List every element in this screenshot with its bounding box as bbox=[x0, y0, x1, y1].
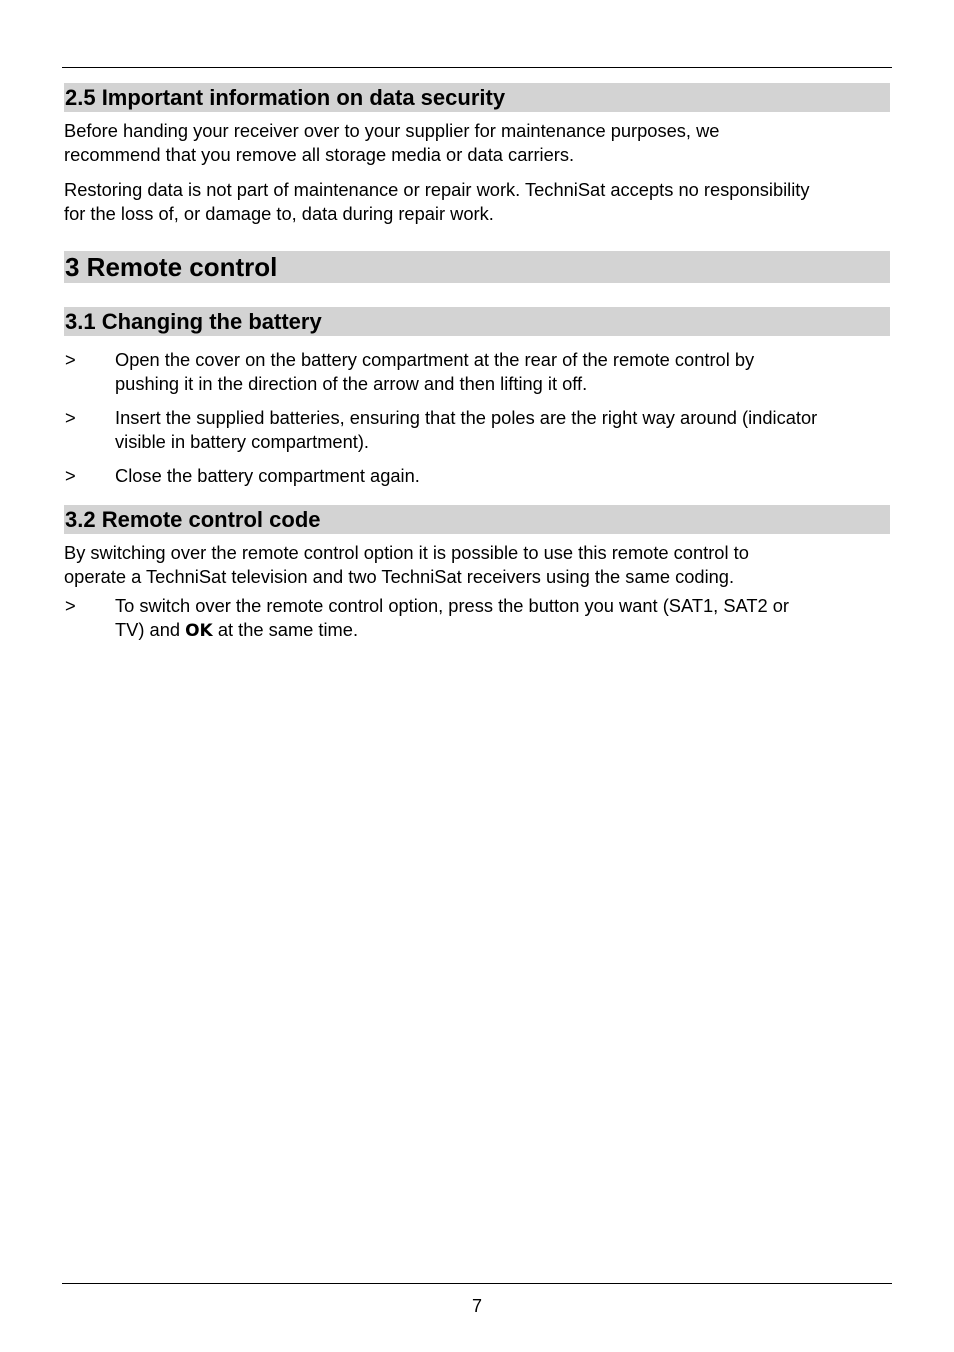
step-line: Insert the supplied batteries, ensuring that the poles are the right way around (indicator bbox=[115, 407, 818, 428]
remote-code-paragraph bbox=[64, 541, 892, 589]
step-line: visible in battery compartment). bbox=[115, 431, 370, 452]
step-marker: > bbox=[65, 465, 76, 486]
paragraph-line: By switching over the remote control option it is possible to use this remote control to bbox=[64, 542, 749, 563]
paragraph-line: operate a TechniSat television and two TechniSat receivers using the same coding. bbox=[64, 566, 735, 587]
step-line: Close the battery compartment again. bbox=[115, 465, 420, 486]
step-marker: > bbox=[65, 595, 76, 616]
data-security-paragraph-2 bbox=[64, 178, 892, 226]
section-heading-2-5: 2.5 Important information on data security bbox=[64, 83, 890, 112]
step-line: To switch over the remote control option, press the button you want (SAT1, SAT2 or bbox=[115, 595, 790, 616]
step-line: pushing it in the direction of the arrow and then lifting it off. bbox=[115, 373, 588, 394]
page-number: 7 bbox=[471, 1296, 482, 1316]
footer-rule bbox=[62, 1283, 892, 1284]
section-heading-3-1: 3.1 Changing the battery bbox=[64, 307, 890, 336]
chapter-heading-3: 3 Remote control bbox=[64, 251, 890, 283]
step-text bbox=[115, 348, 892, 396]
step-line-start: TV) and bbox=[115, 619, 186, 640]
paragraph-line: Restoring data is not part of maintenance or repair work. TechniSat accepts no responsibility bbox=[64, 179, 810, 200]
step-line: Open the cover on the battery compartment at the rear of the remote control by bbox=[115, 349, 755, 370]
step-line-end: at the same time. bbox=[212, 619, 359, 640]
step-text bbox=[115, 406, 892, 454]
step-marker: > bbox=[65, 349, 76, 370]
paragraph-line: recommend that you remove all storage media or data carriers. bbox=[64, 144, 575, 165]
step-text bbox=[115, 464, 892, 488]
header-rule bbox=[62, 67, 892, 68]
ok-key-label: OK bbox=[185, 621, 213, 641]
data-security-paragraph-1 bbox=[64, 119, 892, 167]
section-heading-3-2: 3.2 Remote control code bbox=[64, 505, 890, 534]
step-text bbox=[115, 594, 892, 643]
paragraph-line: Before handing your receiver over to your supplier for maintenance purposes, we bbox=[64, 120, 720, 141]
step-marker: > bbox=[65, 407, 76, 428]
paragraph-line: for the loss of, or damage to, data during repair work. bbox=[64, 203, 494, 224]
